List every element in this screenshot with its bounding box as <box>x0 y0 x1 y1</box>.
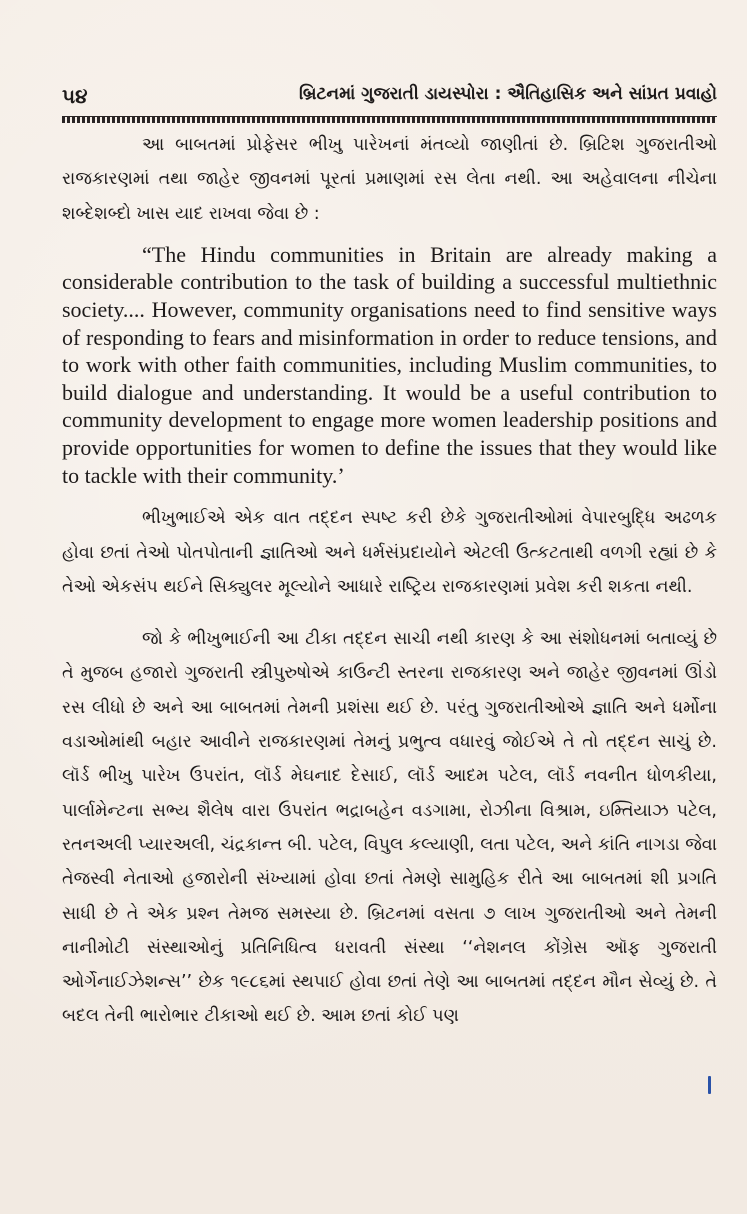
paragraph-1: આ બાબતમાં પ્રોફેસર ભીખુ પારેખનાં મંતવ્યો જાણીતાં છે. બ્રિટિશ ગુજરાતીઓ રાજકારણમાં તથા જાહેર જીવનમાં પૂરતાં પ્રમાણમાં રસ લેતા નથી. આ અહેવાલના નીચેના શબ્દેશબ્દો ખાસ યાદ રાખવા જેવા છે : <box>62 135 717 224</box>
english-quote: “The Hindu communities in Britain are already making a considerable contribution to the task of building a successful multiethnic society.... However, community organisations need to find sensitive ways of responding to fears and misinformation in order to reduce tensions, and to work with other faith communities, including Muslim communities, to build dialogue and understanding. It would be a useful contribution to community development to engage more women leadership positions and provide opportunities for women to define the issues that they would like to tackle with their community.’ <box>62 241 717 488</box>
page-header <box>62 84 717 112</box>
header-rule <box>62 116 717 123</box>
margin-pen-mark <box>708 1076 711 1094</box>
paragraph-3: જો કે ભીખુભાઈની આ ટીકા તદ્દન સાચી નથી કારણ કે આ સંશોધનમાં બતાવ્યું છે તે મુજબ હજારો ગુજરાતી સ્ત્રીપુરુષોએ કાઉન્ટી સ્તરના રાજકારણ અને જાહેર જીવનમાં ઊંડો રસ લીધો છે અને આ બાબતમાં તેમની પ્રશંસા થઈ છે. પરંતુ ગુજરાતીઓએ જ્ઞાતિ અને ધર્મોના વડાઓમાંથી બહાર આવીને રાજકારણમાં તેમનું પ્રભુત્વ વધારવું જોઈએ તે તો તદ્દન સાચું છે. લૉર્ડ ભીખુ પારેખ ઉપરાંત, લૉર્ડ મેઘનાદ દેસાઈ, લૉર્ડ આદમ પટેલ, લૉર્ડ નવનીત ધોળકીયા, પાર્લામેન્ટના સભ્ય શૈલેષ વારા ઉપરાંત ભદ્રાબહેન વડગામા, રોઝીના વિશ્રામ, ઇમ્તિયાઝ પટેલ, રતનઅલી પ્યારઅલી, ચંદ્રકાન્ત બી. પટેલ, વિપુલ કલ્યાણી, લતા પટેલ, અને કાંતિ નાગડા જેવા તેજસ્વી નેતાઓ હજારોની સંખ્યામાં હોવા છતાં તેમણે સામુહિક રીતે આ બાબતમાં શી પ્રગતિ સાધી છે તે એક પ્રશ્ન તેમજ સમસ્યા છે. બ્રિટનમાં વસતા ૭ લાખ ગુજરાતીઓ અને તેમની નાનીમોટી સંસ્થાઓનું પ્રતિનિધિત્વ ધરાવતી સંસ્થા ‘‘નેશનલ કોંગ્રેસ ઑફ ગુજરાતી ઓર્ગેનાઈઝેશન્સ’’ છેક ૧૯૮૬માં સ્થપાઈ હોવા છતાં તેણે આ બાબતમાં તદ્દન મૌન સેવ્યું છે. તે બદલ તેની ભારોભાર ટીકાઓ થઈ છે. આમ છતાં કોઈ પણ <box>62 629 717 1027</box>
paragraph-2: ભીખુભાઈએ એક વાત તદ્દન સ્પષ્ટ કરી છેકે ગુજરાતીઓમાં વેપારબુદ્ધિ અઢળક હોવા છતાં તેઓ પોતપોતાની જ્ઞાતિઓ અને ધર્મસંપ્રદાયોને એટલી ઉત્કટતાથી વળગી રહ્યાં છે કે તેઓ એકસંપ થઈને સિક્યુલર મૂલ્યોને આધારે રાષ્ટ્રિય રાજકારણમાં પ્રવેશ કરી શકતા નથી. <box>62 508 717 597</box>
page-number: ૫૪ <box>62 84 88 108</box>
body-text <box>62 128 717 1034</box>
running-title: બ્રિટનમાં ગુજરાતી ડાયસ્પોરા : ઐતિહાસિક અને સાંપ્રત પ્રવાહો <box>299 84 717 104</box>
